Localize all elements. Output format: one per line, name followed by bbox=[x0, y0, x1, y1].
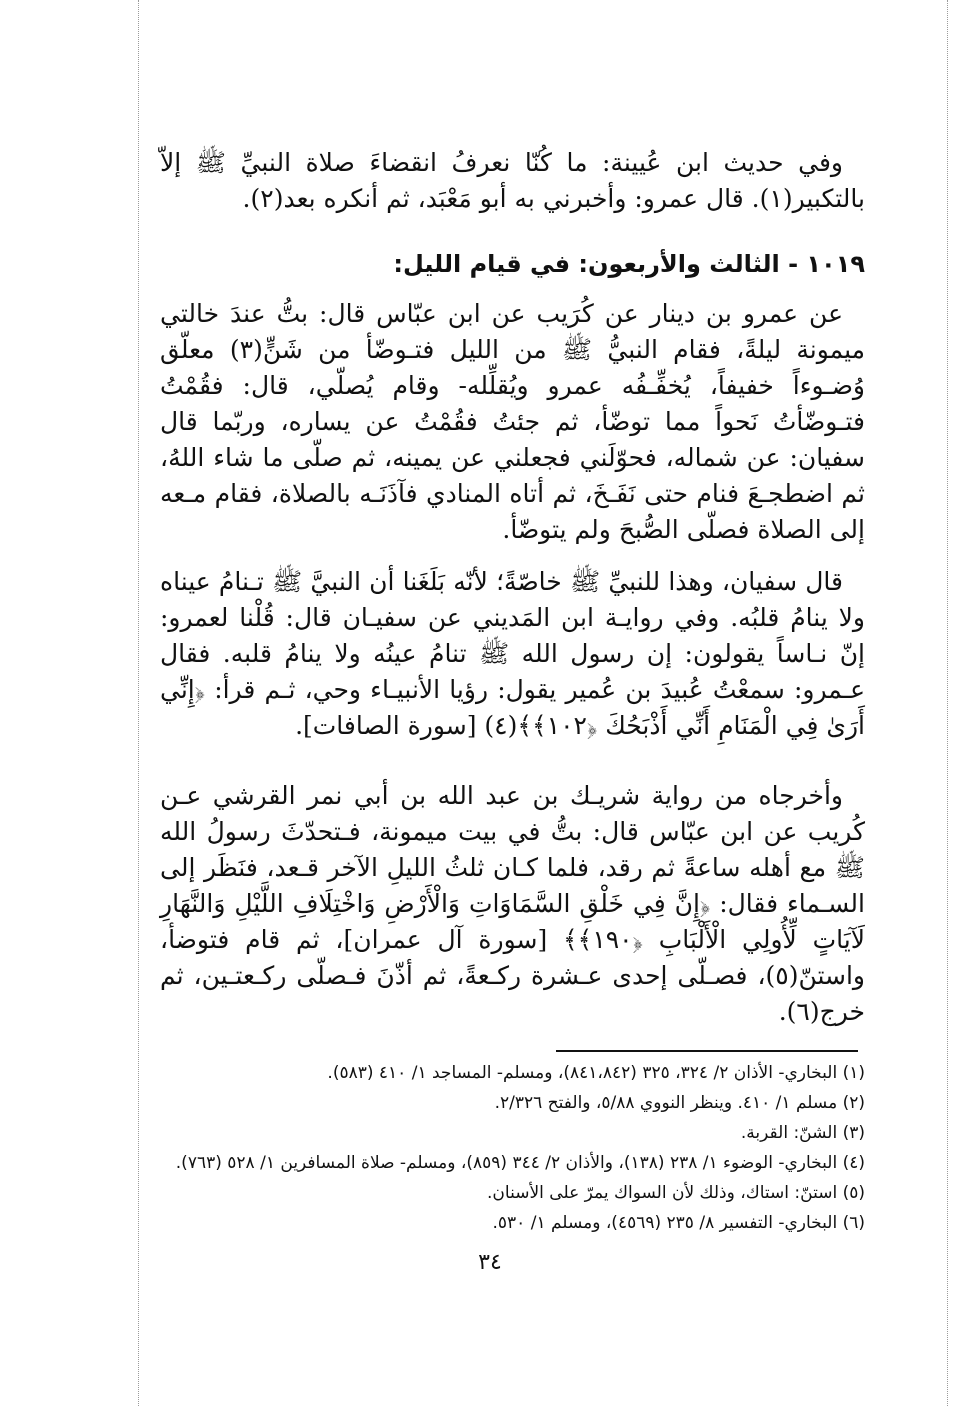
paragraph-sharik bbox=[160, 778, 865, 1030]
paragraph-amr-ibn-dinar bbox=[160, 296, 865, 548]
footnotes bbox=[175, 1058, 865, 1238]
paragraph-text: وأخرجاه من رواية شريـك بن عبد الله بن أبي نمر القرشي عـن كُريب عن ابن عبّاس قال: بتُّ في بيت ميمونة، فـتحدّثَ رسولُ الله ﷺ مع أهله ساعةً ثم رقد، فلما كـان ثلثُ الليلِ الآخر قـعد، فنَظَر إلى السـماء فقال: ﴿إِنَّ فِي خَلْقِ السَّمَاوَاتِ وَالْأَرْضِ وَاخْتِلَافِ اللَّيْلِ وَالنَّهَارِ لَآيَاتٍ لِّأُولِي الْأَلْبَابِ ﴿١٩٠﴾﴾ [سورة آل عمران]، ثم قام فتوضأ، واستنّ(٥)، فصـلّى إحدى عـشرة ركـعةً، ثم أذّنَ فـصلّى ركـعتـين، ثم خرج(٦). bbox=[160, 781, 865, 1026]
footnote-4: (٤) البخاري- الوضوء ١/ ٢٣٨ (١٣٨)، والأذان ٢/ ٣٤٤ (٨٥٩)، ومسلم- صلاة المسافرين ١/ ٥٢٨ (٧٦٣). bbox=[175, 1153, 865, 1173]
paragraph-sufyan bbox=[160, 564, 865, 744]
paragraph-text: وفي حديث ابن عُيينة: ما كُنّا نعرفُ انقضاءَ صلاة النبيِّ ﷺ إلاّ بالتكبير(١). قال عمرو: وأخبرني به أبو مَعْبَد، ثم أنكره بعد(٢). bbox=[160, 148, 865, 213]
hadith-heading: ١٠١٩ - الثالث والأربعون: في قيام الليل: bbox=[393, 250, 865, 278]
footnote-2: (٢) مسلم ١/ ٤١٠. وينظر النووي ٥/٨٨، والفتح ٢/٣٢٦. bbox=[494, 1093, 865, 1113]
footnote-6: (٦) البخاري- التفسير ٨/ ٢٣٥ (٤٥٦٩)، ومسلم ١/ ٥٣٠. bbox=[492, 1213, 865, 1233]
footnote-1: (١) البخاري- الأذان ٢/ ٣٢٤، ٣٢٥ (٨٤١،٨٤٢)، ومسلم- المساجد ١/ ٤١٠ (٥٨٣). bbox=[327, 1063, 865, 1083]
footnote-divider bbox=[556, 1050, 858, 1052]
paragraph-text: عن عمرو بن دينار عن كُرَيب عن ابن عبّاس قال: بتُّ عندَ خالتي ميمونة ليلةً، فقام النبيُّ ﷺ من الليل فتـوضّأ من شَنٍّ(٣) معلّق وُضـوءاً خفيفاً، يُخفِّـفُه عمرو ويُقلِّله- وقام يُصلّي، قال: فقُمْتُ فتـوضّأتُ نَحواً مما توضّأ، ثم جئتُ فقُمْتُ عن يساره، وربّما قال سفيان: عن شماله، فحوّلَني فجعلني عن يمينه، ثم صلّى ما شاء اللهُ، ثم اضطجـعَ فنام حتى نَفَـخَ، ثم أتاه المنادي فآذَنَـه بالصلاة، فقام مـعه إلى الصلاة فصلّى الصُّبحَ ولم يتوضّأ. bbox=[160, 299, 866, 544]
paragraph-text: قال سفيان، وهذا للنبيِّ ﷺ خاصّةً؛ لأنّه بَلَغَنا أن النبيَّ ﷺ تـنامُ عيناه ولا ينامُ قلبُه. وفي روايـة ابن المَديني عن سفيـان قال: قُلْنا لعمرو: إنّ نـاساً يقولون: إن رسول الله ﷺ تنامُ عينُه ولا ينامُ قلبه. فقال عـمرو: سمعْتُ عُبيدَ بن عُمير يقول: رؤيا الأنبيـاء وحي، ثـم قرأ: ﴿إِنِّي أَرَىٰ فِي الْمَنَامِ أَنِّي أَذْبَحُكَ ﴿١٠٢﴾﴾(٤) [سورة الصافات]. bbox=[160, 567, 865, 740]
scan-edge-right bbox=[947, 0, 948, 1406]
page-number: ٣٤ bbox=[478, 1250, 502, 1275]
footnote-5: (٥) استنّ: استاك، وذلك لأن السواك يمرّ على الأسنان. bbox=[487, 1183, 865, 1203]
footnote-3: (٣) الشنّ: القربة. bbox=[740, 1123, 865, 1143]
scan-edge-left bbox=[138, 0, 139, 1406]
paragraph-ibn-uyayna bbox=[160, 145, 865, 217]
